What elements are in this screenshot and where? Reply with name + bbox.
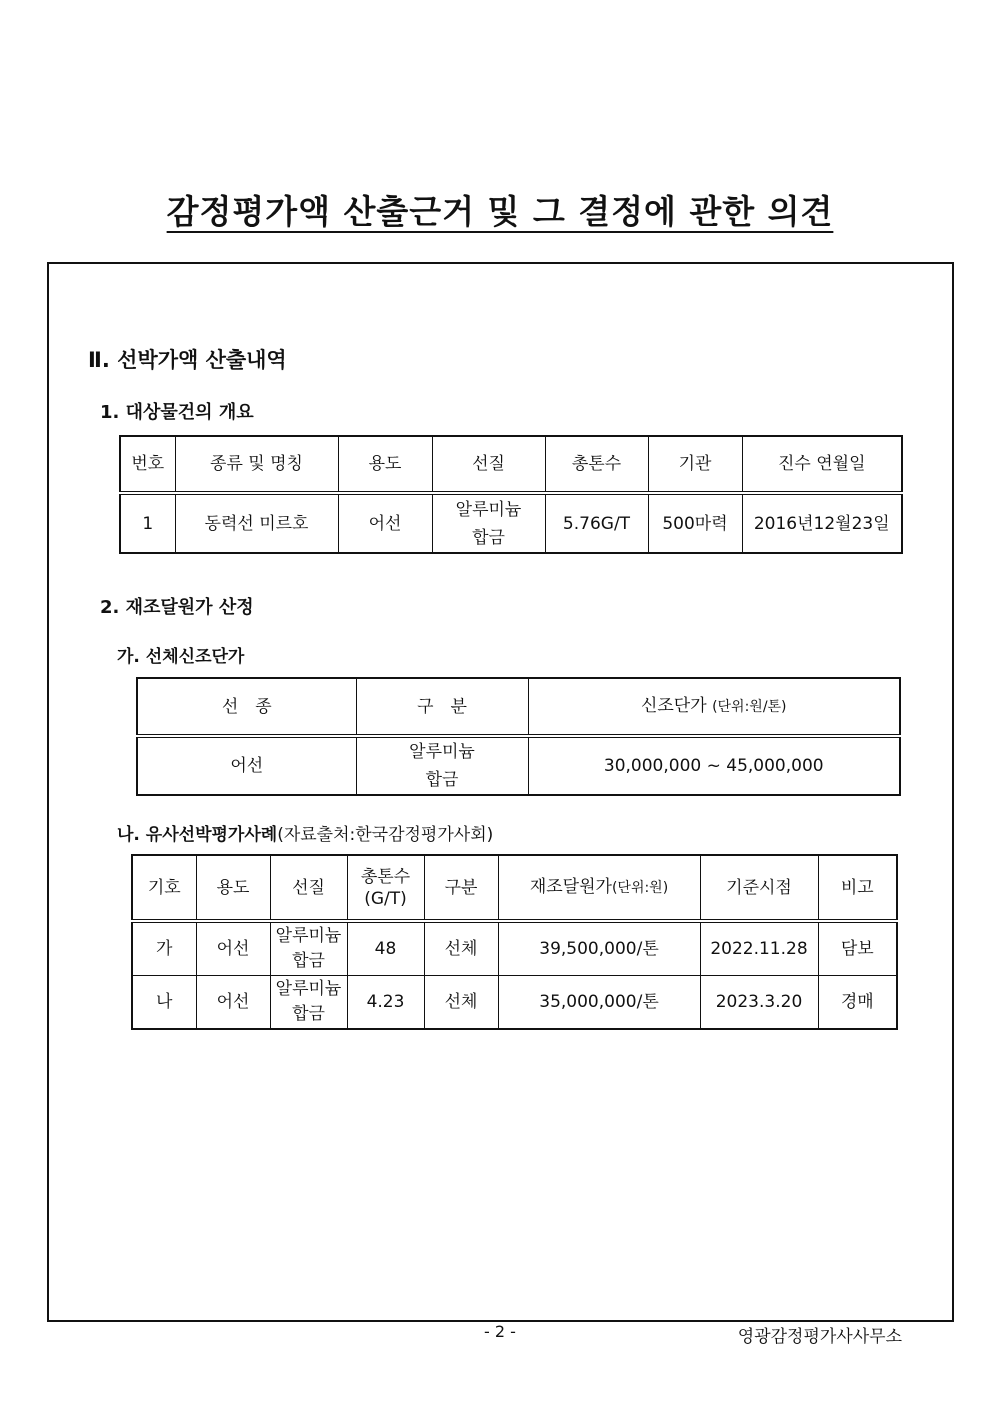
cell-cost: 35,000,000/톤 [498, 975, 700, 1029]
cell-material [270, 921, 347, 975]
overview-table [119, 435, 903, 554]
cell-tonnage: 4.23 [347, 975, 424, 1029]
cell-cost: 39,500,000/톤 [498, 921, 700, 975]
na-heading-text: 나. 유사선박평가사례 [117, 825, 278, 845]
material-line-2: 합금 [292, 1003, 325, 1024]
cell-use: 어선 [196, 975, 270, 1029]
header-cell: 비고 [818, 855, 897, 921]
header-cell [528, 678, 900, 736]
data-source: (자료출처:한국감정평가사회) [277, 825, 494, 845]
table-row [137, 736, 900, 795]
cell-tonnage: 5.76G/T [545, 493, 648, 553]
cases-header-row [132, 855, 897, 921]
cell-note: 담보 [818, 921, 897, 975]
cell-material [270, 975, 347, 1029]
header-cell: 총톤수 [545, 436, 648, 493]
unit-price-header-row [137, 678, 900, 736]
section-heading: Ⅱ. 선박가액 산출내역 [88, 348, 287, 372]
cost-unit: (단위:원) [611, 880, 669, 896]
header-cell: 진수 연월일 [742, 436, 902, 493]
subsection-ga-heading: 가. 선체신조단가 [117, 647, 245, 667]
cell-price: 30,000,000 ~ 45,000,000 [528, 736, 900, 795]
header-cell: 구 분 [356, 678, 528, 736]
cell-type: 어선 [137, 736, 356, 795]
comparable-cases-table [131, 854, 898, 1030]
overview-header-row [120, 436, 902, 493]
header-cell: 종류 및 명칭 [175, 436, 338, 493]
cell-symbol: 나 [132, 975, 196, 1029]
price-unit: (단위:원/톤) [712, 699, 787, 715]
price-header: 신조단가 [640, 696, 707, 716]
cell-engine: 500마력 [648, 493, 742, 553]
cell-symbol: 가 [132, 921, 196, 975]
material-line-2: 합금 [292, 950, 325, 971]
unit-price-table [136, 677, 901, 796]
tonnage-header-1: 총톤수 [360, 866, 411, 887]
cell-material [432, 493, 545, 553]
header-cell: 선질 [270, 855, 347, 921]
header-cell: 기관 [648, 436, 742, 493]
cell-tonnage: 48 [347, 921, 424, 975]
cell-date: 2023.3.20 [700, 975, 818, 1029]
material-line-2: 합금 [472, 527, 505, 548]
cell-class: 선체 [424, 975, 498, 1029]
cell-class [356, 736, 528, 795]
header-cell: 선 종 [137, 678, 356, 736]
material-line-1: 알루미늄 [275, 925, 342, 946]
tonnage-header-2: (G/T) [364, 888, 407, 909]
class-line-1: 알루미늄 [409, 742, 475, 762]
cell-name: 동력선 미르호 [175, 493, 338, 553]
header-cell: 번호 [120, 436, 175, 493]
subsection-na-heading [117, 820, 493, 845]
header-cell: 용도 [338, 436, 432, 493]
table-row [132, 921, 897, 975]
cell-use: 어선 [338, 493, 432, 553]
page-number: - 2 - [484, 1322, 516, 1341]
cell-launch-date: 2016년12월23일 [742, 493, 902, 553]
header-cell: 선질 [432, 436, 545, 493]
material-line-1: 알루미늄 [275, 978, 342, 999]
table-row [120, 493, 902, 553]
document-title-text: 감정평가액 산출근거 및 그 결정에 관한 의견 [166, 192, 834, 231]
class-line-2: 합금 [425, 770, 459, 790]
document-title [0, 186, 1000, 233]
cell-no: 1 [120, 493, 175, 553]
subsection-2-heading: 2. 재조달원가 산정 [100, 597, 254, 618]
header-cell [347, 855, 424, 921]
cell-note: 경매 [818, 975, 897, 1029]
header-cell: 용도 [196, 855, 270, 921]
header-cell: 구분 [424, 855, 498, 921]
cell-use: 어선 [196, 921, 270, 975]
cost-header: 재조달원가 [529, 877, 612, 897]
table-row [132, 975, 897, 1029]
cell-date: 2022.11.28 [700, 921, 818, 975]
header-cell [498, 855, 700, 921]
material-line-1: 알루미늄 [455, 499, 522, 520]
office-name: 영광감정평가사사무소 [737, 1327, 902, 1347]
subsection-1-heading: 1. 대상물건의 개요 [100, 402, 254, 423]
header-cell: 기호 [132, 855, 196, 921]
header-cell: 기준시점 [700, 855, 818, 921]
cell-class: 선체 [424, 921, 498, 975]
